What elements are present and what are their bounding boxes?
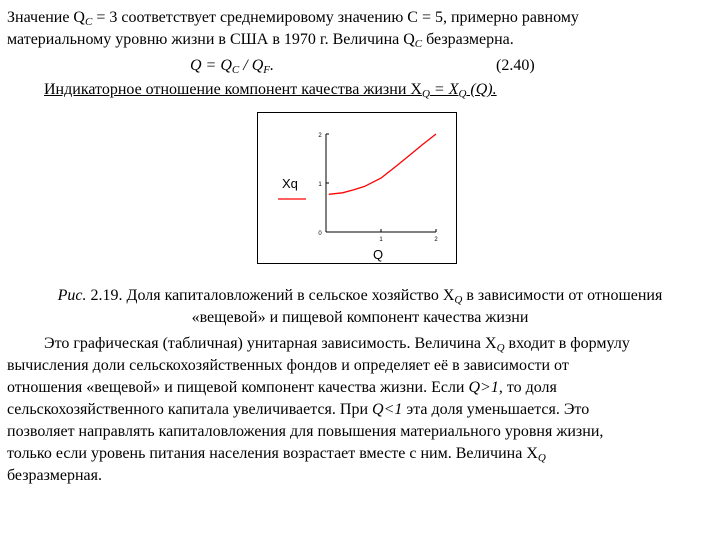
indicator-text: (Q). <box>466 81 497 98</box>
legend-label: Xq <box>282 176 298 191</box>
indicator-text: = X <box>429 81 459 98</box>
figure-caption-line-2: «вещевой» и пищевой компонент качества жизни <box>191 309 529 326</box>
body-line-7: безразмерная. <box>7 467 102 484</box>
subscript: Q <box>496 342 505 354</box>
body-text: входит в формулу <box>504 335 630 352</box>
indicator-text: Индикаторное отношение компонент качества жизни X <box>44 81 422 98</box>
body-text: , то доля <box>498 379 557 396</box>
y-tick-label: 2 <box>318 133 322 139</box>
body-line-6 <box>7 444 546 464</box>
body-line-1 <box>44 334 630 354</box>
chart-axes <box>326 134 436 232</box>
body-line-3 <box>7 378 557 398</box>
equation-number: (2.40) <box>496 57 535 74</box>
intro-text: = 3 соответствует среднемировому значению C = 5, примерно равному <box>92 9 579 26</box>
caption-text: в зависимости от отношения <box>462 287 663 304</box>
formula-text: . <box>269 57 274 74</box>
subscript: Q <box>537 452 546 464</box>
formula-text: / Q <box>239 57 264 74</box>
subscript: Q <box>421 88 430 100</box>
x-tick-label: 1 <box>379 237 383 243</box>
body-line-5: позволяет направлять капиталовложения для повышения материального уровня жизни, <box>7 423 604 440</box>
body-text: только если уровень питания населения возрастает вместе с ним. Величина X <box>7 445 538 462</box>
chart-series <box>329 134 436 194</box>
body-text: эта доля уменьшается. Это <box>402 401 590 418</box>
subscript: Q <box>458 88 467 100</box>
intro-text: безразмерна. <box>422 31 514 48</box>
caption-text: 2.19. Доля капиталовложений в сельское хозяйство X <box>86 287 455 304</box>
figure-caption-line-1 <box>0 286 720 306</box>
subscript: F <box>263 64 270 76</box>
x-axis-label: Q <box>373 247 384 262</box>
formula-text: Q = Q <box>190 57 232 74</box>
chart-ticks <box>318 133 438 243</box>
y-tick-label: 1 <box>318 182 322 188</box>
body-text: сельскохозяйственного капитала увеличивается. При <box>7 401 373 418</box>
body-text: Это графическая (табличная) унитарная зависимость. Величина X <box>44 335 497 352</box>
condition: Q>1 <box>468 379 499 396</box>
subscript: C <box>414 38 423 50</box>
y-tick-label: 0 <box>318 231 322 237</box>
caption-prefix: Рис. <box>57 287 87 304</box>
condition: Q<1 <box>372 401 403 418</box>
x-tick-label: 2 <box>434 237 438 243</box>
subscript: Q <box>454 294 463 306</box>
series-line-xq <box>329 134 436 194</box>
body-text: отношения «вещевой» и пищевой компонент качества жизни. Если <box>7 379 469 396</box>
intro-text: материальному уровню жизни в США в 1970 г. Величина Q <box>7 31 415 48</box>
subscript: C <box>231 64 240 76</box>
subscript: C <box>84 16 93 28</box>
body-line-2: вычисления доли сельскохозяйственных фондов и определяет её в зависимости от <box>7 357 569 374</box>
intro-text: Значение Q <box>7 9 85 26</box>
body-line-4 <box>7 400 589 420</box>
